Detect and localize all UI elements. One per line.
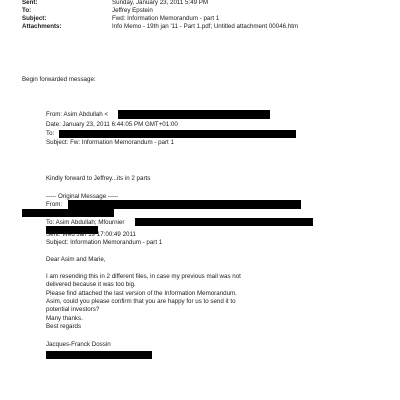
redaction-orig-from-2 — [22, 209, 114, 217]
body-line: Please find attached the last version of the Information Memorandum. — [46, 290, 237, 297]
fwd-subject: Subject: Fw: Information Memorandum - part 1 — [46, 139, 174, 146]
redaction-fwd-from — [118, 110, 270, 119]
forward-intro: Begin forwarded message: — [22, 76, 96, 83]
body-line: potential investors? — [46, 306, 100, 313]
orig-sent: Sent: Wed Jan 19 17:00:49 2011 — [46, 231, 136, 238]
redaction-fwd-to — [59, 130, 296, 138]
forward-note: Kindly forward to Jeffrey...its in 2 parts — [46, 175, 151, 182]
sent-label: Sent: — [22, 0, 38, 6]
redaction-orig-from-1 — [68, 200, 301, 209]
orig-to: To: Asim Abdullah; Mfournier — [46, 219, 125, 226]
attachments-value: Info Memo - 19th jan '11 - Part 1.pdf; Untitled attachment 00046.htm — [112, 23, 299, 30]
to-label: To: — [22, 7, 32, 14]
redaction-orig-to-1 — [135, 218, 313, 226]
body-line: delivered because it was too big. — [46, 281, 136, 288]
body-line: I am resending this in 2 different files, in case my previous mail was not — [46, 273, 241, 280]
orig-from: From: — [46, 201, 63, 208]
body-greeting: Dear Asim and Marie, — [46, 256, 106, 263]
sent-value: Sunday, January 23, 2011 5:49 PM — [112, 0, 209, 6]
body-line: Asim, could you please confirm that you are happy for us to send it to — [46, 298, 236, 305]
fwd-to: To: — [46, 130, 55, 137]
signature-name: Jacques-Franck Dossin — [46, 341, 111, 348]
subject-label: Subject: — [22, 15, 47, 22]
body-line: Many thanks. — [46, 315, 83, 322]
original-divider: ----- Original Message ----- — [46, 193, 119, 200]
attachments-label: Attachments: — [22, 23, 62, 30]
body-line: Best regards — [46, 323, 82, 330]
to-value: Jeffrey Epstein — [112, 7, 153, 14]
fwd-date: Date: January 23, 2011 6:44:05 PM GMT+01:00 — [46, 121, 178, 128]
subject-value: Fwd: Information Memorandum - part 1 — [112, 15, 220, 22]
redaction-signature — [46, 351, 152, 359]
fwd-from: From: Asim Abdullah < — [46, 111, 109, 118]
orig-subject: Subject: Information Memorandum - part 1 — [46, 239, 163, 246]
